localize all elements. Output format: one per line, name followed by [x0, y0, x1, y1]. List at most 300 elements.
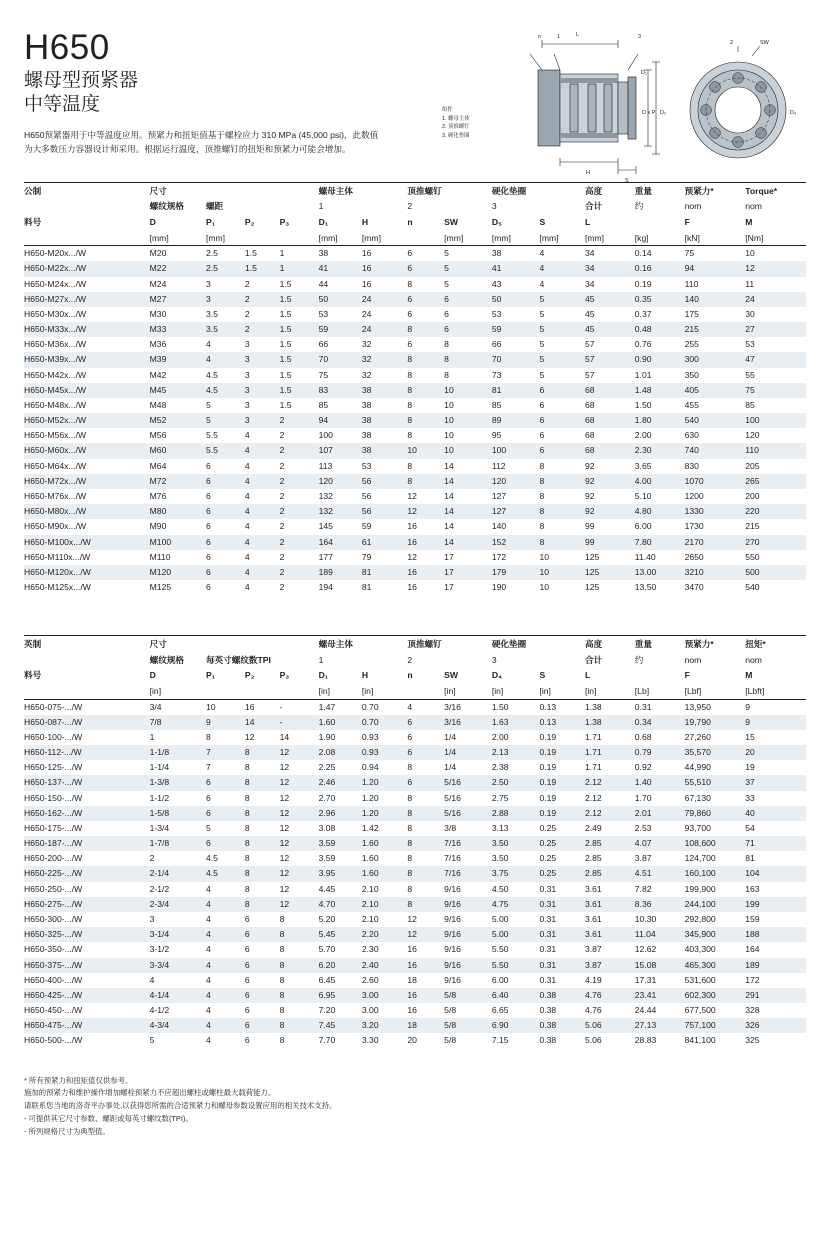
cell-value: 3.50	[491, 838, 509, 849]
cell-part-number: H650-M36x.../W	[24, 339, 87, 350]
cell-value: 4	[205, 974, 211, 985]
cell-value: 2.49	[584, 822, 602, 833]
cell-value: 291	[745, 989, 760, 1000]
metric-col-L: L	[584, 217, 591, 228]
imperial-unit-H: [in]	[362, 683, 407, 699]
cell-value: 1.01	[634, 369, 652, 380]
cell-value: 3/16	[444, 701, 461, 712]
cell-value: 9/16	[444, 883, 461, 894]
cell-value: 99	[584, 536, 595, 547]
cell-value: 7/8	[149, 716, 162, 727]
cell-value: 5.70	[318, 944, 336, 955]
cell-value: 1.63	[491, 716, 509, 727]
cell-value: 6	[205, 475, 211, 486]
cell-value: 6	[205, 566, 211, 577]
table-row	[24, 851, 806, 866]
metric-col-D5: D₅	[491, 217, 502, 228]
cell-value: 83	[318, 384, 329, 395]
cell-value: M56	[149, 430, 167, 441]
cell-value: 6	[407, 777, 413, 788]
cell-part-number: H650-325-.../W	[24, 929, 83, 940]
cell-value: 3.13	[491, 822, 509, 833]
imperial-preload-group: 预紧力*	[684, 639, 714, 650]
figure-label-DxP: D x P	[642, 110, 656, 116]
cell-value: 0.38	[539, 1035, 557, 1046]
cell-value: 68	[584, 430, 595, 441]
cell-value: 16	[361, 248, 372, 259]
cell-value: 12	[407, 551, 417, 562]
cell-value: 10	[539, 566, 550, 577]
table-row	[24, 277, 806, 292]
cell-value: 57	[584, 354, 595, 365]
cell-value: 4	[205, 989, 211, 1000]
cell-value: 1.50	[491, 701, 509, 712]
cell-value: 6	[205, 460, 211, 471]
cell-value: 1.71	[584, 747, 602, 758]
cell-value: 44	[318, 278, 329, 289]
cell-value: 1070	[684, 475, 704, 486]
cell-value: 8	[244, 807, 250, 818]
cell-value: 14	[444, 506, 454, 517]
cell-value: 92	[584, 460, 595, 471]
cell-value: 95	[491, 430, 502, 441]
cell-value: 34	[584, 263, 595, 274]
cell-value: 199,900	[684, 883, 716, 894]
figure-caption-item-3: 3. 硬化垫圈	[442, 132, 470, 139]
cell-value: 1330	[684, 506, 704, 517]
cell-value: 0.93	[361, 731, 379, 742]
cell-value: M64	[149, 460, 167, 471]
cell-value: 6	[444, 293, 449, 304]
cell-value: 125	[584, 551, 600, 562]
metric-unit-SW: [mm]	[444, 230, 492, 246]
imperial-system-label: 英制	[24, 639, 42, 650]
cell-value: 70	[491, 354, 502, 365]
cell-value: 53	[318, 308, 329, 319]
cell-value: 8	[539, 506, 545, 517]
cell-value: 2	[279, 475, 285, 486]
cell-value: 6	[205, 536, 211, 547]
cell-value: 0.38	[539, 989, 557, 1000]
figure-label-1: 1	[557, 34, 561, 40]
cell-value: 215	[745, 521, 760, 532]
cell-value: 85	[491, 399, 502, 410]
cell-value: 1-5/8	[149, 807, 170, 818]
cell-value: 8	[539, 521, 545, 532]
cell-value: 12	[407, 506, 417, 517]
cell-value: 2.85	[584, 868, 602, 879]
cell-value: 17.31	[634, 974, 657, 985]
cell-part-number: H650-075-.../W	[24, 701, 83, 712]
cell-value: 33	[745, 792, 755, 803]
cell-value: 81	[491, 384, 502, 395]
figure-label-n: n	[538, 34, 542, 40]
cell-value: 4.5	[205, 384, 218, 395]
cell-value: 2	[279, 460, 285, 471]
cell-value: 2.50	[491, 777, 509, 788]
figure-label-3: 3	[638, 34, 642, 40]
cell-value: 164	[318, 536, 333, 547]
cell-value: 2.5	[205, 263, 218, 274]
cell-value: 68	[584, 399, 595, 410]
table-row	[24, 413, 806, 428]
table-row	[24, 836, 806, 851]
imperial-col-M: M	[745, 670, 753, 681]
cell-part-number: H650-112-.../W	[24, 747, 82, 758]
cell-value: 455	[684, 399, 699, 410]
cell-value: 2170	[684, 536, 704, 547]
table-row	[24, 1018, 806, 1033]
cell-value: 205	[745, 460, 760, 471]
cell-value: 8	[407, 324, 413, 335]
cell-value: 11	[745, 278, 755, 289]
cell-value: 5.20	[318, 913, 336, 924]
cell-value: 17	[444, 551, 454, 562]
cell-value: M30	[149, 308, 167, 319]
cell-value: 1.48	[634, 384, 652, 395]
cell-value: 2	[279, 506, 285, 517]
cell-value: 7.20	[318, 1005, 336, 1016]
cell-value: 5/16	[444, 777, 461, 788]
cell-value: 55	[745, 369, 755, 380]
cell-value: 30	[745, 308, 755, 319]
cell-value: 1.20	[361, 777, 379, 788]
cell-value: 179	[491, 566, 507, 577]
cell-value: 677,500	[684, 1005, 716, 1016]
cell-value: 1.5	[279, 324, 292, 335]
cell-value: 6	[539, 445, 545, 456]
cell-value: 1.71	[584, 731, 602, 742]
imperial-col-L: L	[584, 670, 591, 681]
cell-value: 5	[205, 399, 211, 410]
cell-value: 4	[205, 913, 211, 924]
cell-part-number: H650-200-.../W	[24, 853, 83, 864]
cell-value: 16	[407, 989, 417, 1000]
cell-value: 5	[205, 415, 211, 426]
cell-value: 7	[205, 762, 211, 773]
cell-value: 2	[279, 415, 285, 426]
cell-value: 4.70	[318, 898, 336, 909]
cell-value: 2.25	[318, 762, 336, 773]
metric-unit-P2	[245, 230, 280, 246]
cell-value: 132	[318, 506, 333, 517]
cell-part-number: H650-M120x.../W	[24, 566, 91, 577]
cell-value: 0.31	[539, 898, 557, 909]
cell-value: 1.50	[634, 399, 652, 410]
cell-value: 190	[491, 582, 507, 593]
cell-value: 3/16	[444, 716, 461, 727]
cell-value: 2.85	[584, 838, 602, 849]
cell-value: 4.75	[491, 898, 509, 909]
cell-part-number: H650-M52x.../W	[24, 415, 87, 426]
table-row	[24, 760, 806, 775]
cell-value: 1.90	[318, 731, 336, 742]
cell-value: 120	[318, 475, 333, 486]
cell-value: 8	[244, 792, 250, 803]
cell-value: 4	[244, 475, 250, 486]
cell-value: 2.85	[584, 853, 602, 864]
imperial-unit-L: [in]	[585, 683, 635, 699]
table-row	[24, 973, 806, 988]
cell-part-number: H650-300-.../W	[24, 913, 83, 924]
cell-value: 3.75	[491, 868, 509, 879]
cell-value: 1.60	[361, 838, 379, 849]
cell-value: 8	[407, 853, 413, 864]
cell-value: 85	[318, 399, 329, 410]
cell-value: 4	[244, 430, 250, 441]
cell-value: 10	[444, 430, 454, 441]
cell-value: 12.62	[634, 944, 657, 955]
cell-value: 6	[244, 989, 250, 1000]
cell-value: 4	[205, 1005, 211, 1016]
cell-value: 1.71	[584, 762, 602, 773]
cell-value: 45	[584, 308, 595, 319]
cell-value: 159	[745, 913, 760, 924]
cell-value: 12	[279, 777, 290, 788]
metric-header-row-units	[24, 230, 806, 246]
cell-value: 0.14	[634, 248, 652, 259]
table-row	[24, 927, 806, 942]
table-row	[24, 745, 806, 760]
cell-value: 2.10	[361, 913, 379, 924]
cell-value: 19,790	[684, 716, 711, 727]
cell-value: 100	[745, 415, 760, 426]
cell-value: 16	[407, 566, 417, 577]
cell-value: M48	[149, 399, 167, 410]
cell-value: 38	[361, 415, 372, 426]
cell-value: 0.31	[634, 701, 652, 712]
cell-value: 2.96	[318, 807, 336, 818]
cell-value: 120	[491, 475, 507, 486]
cell-value: 5.00	[491, 929, 509, 940]
cell-value: 15.08	[634, 959, 657, 970]
cell-value: 3.61	[584, 913, 602, 924]
cell-value: 3	[205, 293, 211, 304]
table-row	[24, 699, 806, 715]
cell-value: 4.51	[634, 868, 652, 879]
cell-value: 79	[361, 551, 372, 562]
cell-value: 540	[745, 582, 760, 593]
table-row	[24, 821, 806, 836]
cell-value: 6.65	[491, 1005, 509, 1016]
cell-value: 2.60	[361, 974, 379, 985]
cell-value: 57	[584, 369, 595, 380]
metric-unit-D5: [mm]	[492, 230, 540, 246]
metric-col-D1: D₁	[318, 217, 329, 228]
cell-value: 0.13	[539, 701, 557, 712]
cell-value: 4	[205, 1035, 211, 1046]
cell-part-number: H650-M90x.../W	[24, 521, 87, 532]
cell-value: 16	[244, 701, 255, 712]
cell-value: 540	[684, 415, 699, 426]
cell-value: 4	[205, 883, 211, 894]
cell-value: 73	[491, 369, 502, 380]
cell-value: 188	[745, 929, 760, 940]
cell-value: M76	[149, 491, 167, 501]
cell-value: 14	[444, 475, 454, 486]
cell-value: 5	[539, 324, 545, 335]
cell-value: 2.01	[634, 807, 652, 818]
cell-value: 0.34	[634, 716, 652, 727]
metric-unit-S: [mm]	[539, 230, 584, 246]
imperial-unit-weight: [Lb]	[635, 683, 685, 699]
cell-value: M24	[149, 278, 167, 289]
cell-value: 55,510	[684, 777, 711, 788]
cell-value: 124,700	[684, 853, 716, 864]
cell-value: 5.50	[491, 959, 509, 970]
cell-part-number: H650-350-.../W	[24, 944, 83, 955]
cell-value: 56	[361, 506, 372, 517]
cell-part-number: H650-M22x.../W	[24, 263, 87, 274]
cell-value: 6	[205, 491, 211, 501]
cell-value: 4	[244, 551, 250, 562]
cell-value: 6	[407, 747, 413, 758]
cell-value: 12	[244, 731, 255, 742]
metric-partno-label: 料号	[24, 217, 42, 228]
cell-value: 325	[745, 1035, 760, 1046]
cell-value: 8	[407, 354, 413, 365]
table-row	[24, 580, 806, 595]
cell-value: M22	[149, 263, 167, 274]
product-figure	[442, 22, 812, 202]
table-row	[24, 337, 806, 352]
cell-value: 35,570	[684, 747, 711, 758]
cell-value: 1.5	[279, 354, 292, 365]
imperial-col-D4: D₄	[491, 670, 503, 681]
cell-value: 2.10	[361, 898, 379, 909]
cell-value: 6	[205, 777, 211, 788]
cell-part-number: H650-375-.../W	[24, 959, 83, 970]
page-header	[0, 0, 830, 184]
cell-value: 5	[149, 1035, 155, 1046]
cell-value: M45	[149, 384, 167, 395]
cell-value: 8	[407, 838, 413, 849]
cell-value: M80	[149, 506, 167, 517]
cell-value: 194	[318, 582, 333, 593]
cell-value: 53	[745, 339, 755, 350]
cell-value: 16	[407, 959, 417, 970]
cell-value: 1	[279, 263, 285, 274]
cell-value: 2.30	[361, 944, 379, 955]
cell-value: 3	[244, 399, 250, 410]
footnote-2: 施加的预紧力和维护操作增加螺栓预紧力不应超出螺柱或螺柱最大载荷能力。	[24, 1088, 276, 1098]
cell-value: 0.19	[539, 747, 557, 758]
table-row	[24, 866, 806, 881]
cell-value: 3	[244, 369, 250, 380]
cell-value: 92	[584, 491, 595, 501]
figure-caption	[442, 106, 470, 141]
cell-value: 1.38	[584, 716, 602, 727]
cell-value: 8	[539, 491, 545, 501]
figure-label-L: L	[576, 32, 580, 38]
table-row	[24, 443, 806, 458]
cell-value: 43	[491, 278, 502, 289]
cell-value: 12	[407, 913, 417, 924]
cell-value: 12	[279, 838, 290, 849]
cell-value: 3.08	[318, 822, 336, 833]
figure-caption-item-2: 2. 顶推螺钉	[442, 124, 470, 131]
cell-value: 1.5	[279, 384, 292, 395]
table-row	[24, 715, 806, 730]
cell-value: 2.53	[634, 822, 652, 833]
cell-value: 8	[279, 1005, 285, 1016]
cell-value: 0.94	[361, 762, 379, 773]
metric-pushscrew-num: 2	[407, 201, 413, 212]
cell-value: 465,300	[684, 959, 716, 970]
cell-value: 265	[745, 475, 760, 486]
cell-value: 3.87	[584, 959, 602, 970]
cell-value: 79,860	[684, 807, 711, 818]
cell-value: 9/16	[444, 974, 461, 985]
table-row	[24, 368, 806, 383]
cell-value: 2.20	[361, 929, 379, 940]
cell-value: 4	[244, 445, 250, 456]
cell-value: 45	[584, 324, 595, 335]
cell-part-number: H650-M39x.../W	[24, 354, 87, 365]
cell-value: 59	[318, 324, 329, 335]
cell-value: 100	[491, 445, 507, 456]
cell-value: 14	[279, 731, 290, 742]
cell-value: 1.20	[361, 792, 379, 803]
imperial-unit-n	[407, 683, 444, 699]
cell-value: M100	[149, 536, 172, 547]
cell-value: 100	[318, 430, 333, 441]
cell-value: 16	[407, 944, 417, 955]
cell-value: 3.61	[584, 929, 602, 940]
cell-value: 8	[407, 762, 413, 773]
cell-value: 12	[279, 762, 290, 773]
cell-value: 11.40	[634, 551, 656, 562]
imperial-col-D1: D₁	[318, 670, 329, 681]
cell-value: 2	[279, 521, 285, 532]
cell-value: 140	[684, 293, 699, 304]
metric-height-group: 高度	[584, 185, 603, 196]
cell-part-number: H650-M80x.../W	[24, 506, 87, 517]
metric-unit-L: [mm]	[585, 230, 635, 246]
cell-value: 152	[491, 536, 507, 547]
cell-value: 1.80	[634, 415, 652, 426]
cell-value: 8	[407, 792, 413, 803]
metric-header-row-3	[24, 214, 806, 230]
cell-value: 66	[491, 339, 502, 350]
cell-value: 1-1/8	[149, 747, 170, 758]
imperial-unit-D: [in]	[150, 683, 206, 699]
cell-value: 45	[584, 293, 595, 304]
cell-value: 740	[684, 445, 699, 456]
metric-unit-M: [Nm]	[745, 230, 806, 246]
cell-value: 24	[361, 308, 372, 319]
metric-unit-P3	[280, 230, 319, 246]
cell-value: 7/16	[444, 853, 461, 864]
cell-value: 8	[244, 898, 250, 909]
cell-value: 4.00	[634, 475, 652, 486]
cell-value: 328	[745, 1005, 760, 1016]
table-row	[24, 1003, 806, 1018]
cell-value: M27	[149, 293, 167, 304]
cell-value: 3/8	[444, 822, 457, 833]
cell-value: M52	[149, 415, 167, 426]
metric-table-wrap	[0, 182, 830, 595]
cell-value: 4	[205, 929, 211, 940]
metric-system-label: 公制	[24, 185, 42, 196]
table-row	[24, 261, 806, 276]
cell-value: 8	[407, 399, 413, 410]
cell-value: 8	[539, 460, 545, 471]
cell-value: 3.95	[318, 868, 336, 879]
cell-value: 5/8	[444, 1020, 457, 1031]
metric-pitch: 螺距	[205, 201, 224, 212]
cell-value: 53	[491, 308, 502, 319]
